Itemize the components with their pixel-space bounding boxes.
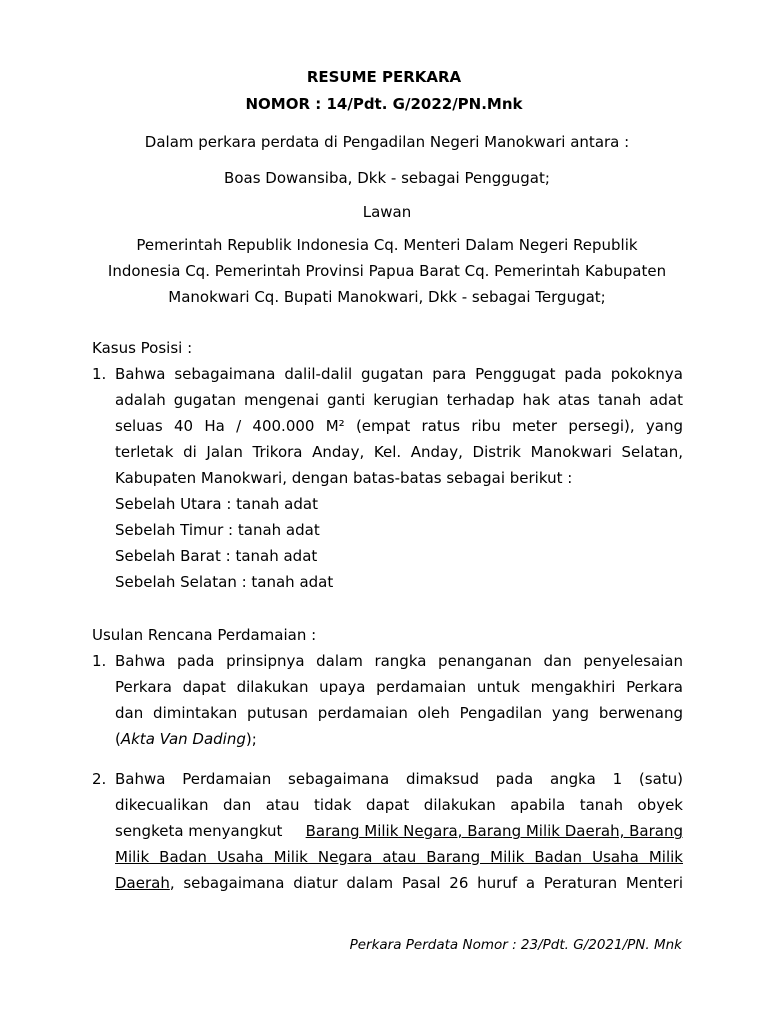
- boundary-west: Sebelah Barat : tanah adat: [115, 547, 318, 565]
- paragraph-line: sengketa menyangkut Barang Milik Negara, Barang Milik Daerah, Barang: [115, 818, 683, 844]
- kasus-paragraph: [115, 361, 683, 595]
- intro-line: Dalam perkara perdata di Pengadilan Negeri Manokwari antara :: [144, 133, 630, 151]
- versus-line: Lawan: [362, 203, 412, 221]
- defendant-line: Indonesia Cq. Pemerintah Provinsi Papua Barat Cq. Pemerintah Kabupaten: [107, 262, 667, 280]
- underlined-text: Daerah: [115, 874, 170, 892]
- kasus-heading: Kasus Posisi :: [92, 339, 193, 357]
- paragraph-line: Bahwa Perdamaian sebagaimana dimaksud pada angka 1 (satu): [115, 770, 683, 788]
- defendant-line: Pemerintah Republik Indonesia Cq. Menteri Dalam Negeri Republik: [136, 236, 638, 254]
- kasus-item-number: 1.: [92, 365, 107, 383]
- usulan-item1-number: 1.: [92, 652, 107, 670]
- paragraph-line: dan dimintakan putusan perdamaian oleh Pengadilan yang berwenang: [115, 704, 683, 722]
- plaintiff-line: Boas Dowansiba, Dkk - sebagai Penggugat;: [224, 169, 550, 187]
- paragraph-line: Perkara dapat dilakukan upaya perdamaian untuk mengakhiri Perkara: [115, 678, 683, 696]
- paragraph-line: Bahwa pada prinsipnya dalam rangka penanganan dan penyelesaian: [115, 652, 683, 670]
- akta-van-dading: Akta Van Dading: [120, 730, 246, 748]
- paragraph-line: terletak di Jalan Trikora Anday, Kel. Anday, Distrik Manokwari Selatan,: [115, 443, 683, 461]
- boundary-east: Sebelah Timur : tanah adat: [115, 521, 320, 539]
- page-footer: Perkara Perdata Nomor : 23/Pdt. G/2021/PN. Mnk: [349, 937, 682, 953]
- paragraph-line: (Akta Van Dading);: [115, 730, 257, 748]
- case-number: NOMOR : 14/Pdt. G/2022/PN.Mnk: [245, 95, 523, 113]
- paragraph-line: Bahwa sebagaimana dalil-dalil gugatan para Penggugat pada pokoknya: [115, 365, 683, 383]
- usulan-item2-paragraph: [115, 766, 683, 896]
- paragraph-line: adalah gugatan mengenai ganti kerugian terhadap hak atas tanah adat: [115, 391, 683, 409]
- underlined-text: Milik Badan Usaha Milik Negara atau Barang Milik Badan Usaha Milik: [115, 848, 683, 866]
- boundary-south: Sebelah Selatan : tanah adat: [115, 573, 334, 591]
- paragraph-line: seluas 40 Ha / 400.000 M² (empat ratus ribu meter persegi), yang: [115, 417, 683, 435]
- paragraph-line: dikecualikan dan atau tidak dapat dilakukan apabila tanah obyek: [115, 796, 683, 814]
- underlined-text: Barang Milik Negara, Barang Milik Daerah, Barang: [305, 822, 683, 840]
- paragraph-line: Daerah, sebagaimana diatur dalam Pasal 26 huruf a Peraturan Menteri: [115, 874, 683, 892]
- boundary-north: Sebelah Utara : tanah adat: [115, 495, 318, 513]
- usulan-item1-paragraph: [115, 648, 683, 752]
- usulan-heading: Usulan Rencana Perdamaian :: [92, 626, 317, 644]
- defendant-line: Manokwari Cq. Bupati Manokwari, Dkk - sebagai Tergugat;: [168, 288, 606, 306]
- document-title: RESUME PERKARA: [306, 68, 462, 86]
- defendant-block: [92, 232, 682, 310]
- usulan-item2-number: 2.: [92, 770, 107, 788]
- paragraph-line: Kabupaten Manokwari, dengan batas-batas sebagai berikut :: [115, 469, 573, 487]
